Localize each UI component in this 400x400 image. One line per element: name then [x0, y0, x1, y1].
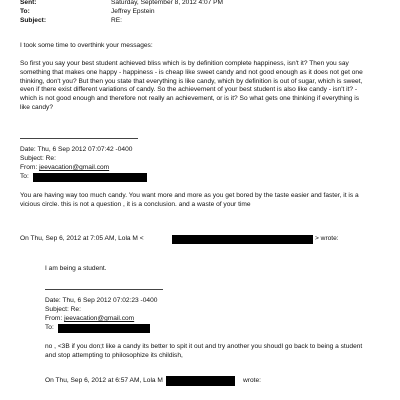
body-line: like candy?: [20, 103, 53, 111]
quote2-on-suffix: > wrote:: [315, 235, 339, 242]
subject-label: Subject:: [20, 17, 47, 24]
separator-line: [20, 138, 138, 139]
quote4-on-prefix: On Thu, Sep 6, 2012 at 6:57 AM, Lola M: [45, 377, 163, 384]
quote1-line: vicious circle. this is not a question , it is a conclusion. and a waste of your time: [20, 200, 251, 208]
body-line: something that makes one happy - happiness - is cheap like sweet candy and not good enough as it does not get one: [20, 68, 363, 76]
body-intro: I took some time to overthink your messages:: [20, 42, 153, 49]
quote1-from: [20, 164, 109, 173]
quote1-to-label: To:: [20, 173, 29, 180]
sent-value: Saturday, September 8, 2012 4:07 PM: [111, 0, 224, 6]
to-value: Jeffrey Epstein: [111, 8, 155, 15]
quote1-subject: Subject: Re:: [20, 155, 56, 162]
from-email-link[interactable]: jeevacation@gmail.com: [64, 315, 135, 322]
quote3-from: [45, 315, 134, 324]
from-email-link[interactable]: jeevacation@gmail.com: [39, 164, 110, 171]
quote1-body: [20, 192, 359, 210]
body-line: So first you say your best student achieved bliss which is by definition complete happiness, isn't it? Then you say: [20, 60, 349, 67]
quote3-subject: Subject: Re:: [45, 306, 81, 313]
quote3-body: [45, 343, 362, 361]
quote3-to-label: To:: [45, 324, 54, 331]
body-paragraph: [20, 60, 363, 113]
body-line: even if there exist different variations of candy. So the achievement of your best student is also like candy - isn't it? -: [20, 86, 358, 94]
from-label: From:: [20, 164, 40, 171]
quote2-text: I am being a student.: [45, 265, 107, 272]
quote2-on-prefix: On Thu, Sep 6, 2012 at 7:05 AM, Lola M <: [20, 235, 144, 242]
quote3-line: no , <3B if you don;t like a candy its better to spit it out and try another you shoudl go back to being a student: [45, 343, 363, 350]
redaction-bar: [166, 376, 235, 386]
quote1-date: Date: Thu, 6 Sep 2012 07:07:42 -0400: [20, 146, 133, 153]
quote1-line: You are having way too much candy. You want more and more as you get bored by the taste easier and faster, it is a: [20, 192, 359, 199]
redaction-bar: [58, 324, 150, 333]
quote3-date: Date: Thu, 6 Sep 2012 07:02:23 -0400: [45, 297, 158, 304]
separator-line: [45, 289, 163, 290]
to-label: To:: [20, 8, 30, 15]
quote3-line: and stop attempting to philosophize its childish,: [45, 351, 183, 359]
body-line: which is not good enough and therefore not really an achievement, or is it? So what gets one thinking if everything is: [20, 95, 360, 103]
from-label: From:: [45, 315, 65, 322]
redaction-bar: [33, 173, 147, 182]
redaction-bar: [172, 235, 313, 244]
sent-label: Sent:: [20, 0, 37, 6]
subject-value: RE:: [111, 17, 122, 24]
body-line: thinking, don't you? But then you state that everything is like candy, which by definition is out of sugar, which is sweet,: [20, 77, 363, 85]
quote4-on-suffix: wrote:: [243, 377, 261, 384]
